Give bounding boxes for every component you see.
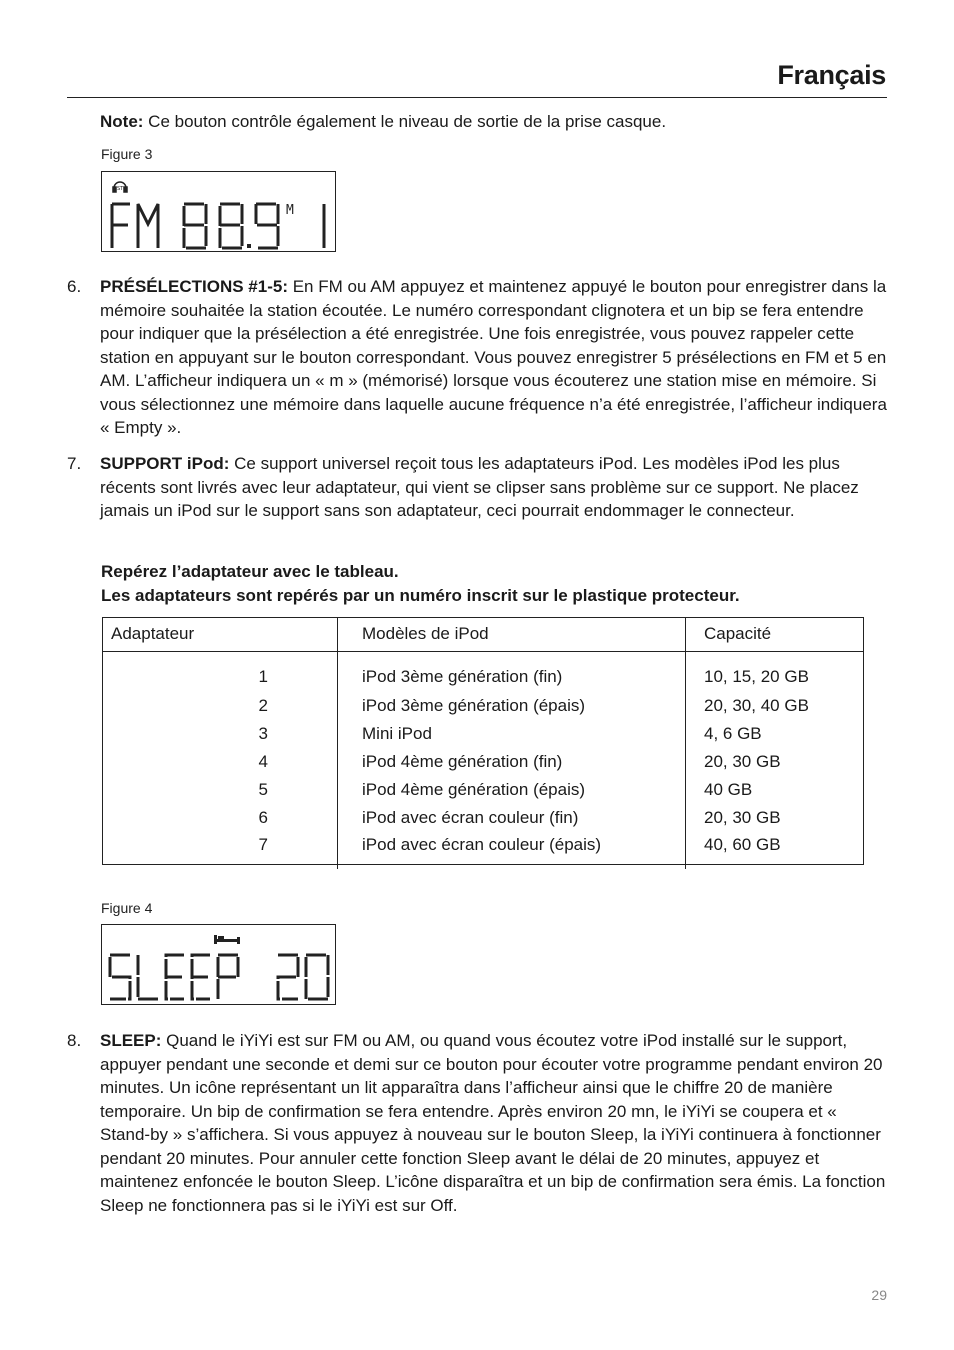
item-title: PRÉSÉLECTIONS #1-5: — [100, 277, 288, 296]
cell-model: iPod 3ème génération (épais) — [338, 692, 686, 720]
list-item-7 — [67, 452, 887, 523]
figure-3-lcd-art — [102, 172, 337, 253]
page-number: 29 — [871, 1287, 887, 1303]
table-header-row — [103, 617, 863, 652]
cell-capacity: 10, 15, 20 GB — [704, 667, 809, 686]
cell-adapter: 1 — [103, 652, 338, 693]
figure-4-lcd-display — [101, 924, 336, 1005]
adapter-table — [103, 617, 863, 869]
figure-3-lcd-display — [101, 171, 336, 252]
cell-model: iPod avec écran couleur (fin) — [338, 804, 686, 832]
table-caption-line-1: Repérez l’adaptateur avec le tableau. — [101, 562, 399, 581]
table-row — [103, 776, 863, 804]
cell-model: iPod 4ème génération (fin) — [338, 748, 686, 776]
cell-model: iPod 4ème génération (épais) — [338, 776, 686, 804]
header-capacite: Capacité — [686, 617, 864, 652]
item-number: 8. — [67, 1031, 82, 1050]
cell-adapter: 4 — [103, 748, 338, 776]
figure-4-label: Figure 4 — [101, 900, 153, 916]
figure-4-lcd-art — [102, 925, 337, 1006]
svg-text:ST: ST — [117, 186, 124, 192]
cell-capacity: 40 GB — [704, 780, 753, 799]
headphones-st-icon — [113, 182, 127, 192]
list-item-6 — [67, 275, 887, 440]
table-row — [103, 748, 863, 776]
table-caption-line-2: Les adaptateurs sont repérés par un numéro inscrit sur le plastique protecteur. — [101, 586, 740, 605]
bed-icon — [214, 935, 240, 944]
item-text: Ce support universel reçoit tous les adaptateurs iPod. Les modèles iPod les plus récents sont livrés avec leur adaptateur, qui vient se clipser sans problème sur ce support. Ne placez jamais un iPod sur le support sans son adaptateur, ceci pourrait endommager le connecteur. — [100, 454, 859, 520]
cell-model: Mini iPod — [338, 720, 686, 748]
item-title: SUPPORT iPod: — [100, 454, 230, 473]
figure-3-label: Figure 3 — [101, 146, 153, 162]
cell-capacity: 4, 6 GB — [704, 724, 762, 743]
cell-capacity: 20, 30 GB — [704, 808, 781, 827]
cell-adapter: 6 — [103, 804, 338, 832]
note-text: Ce bouton contrôle également le niveau de sortie de la prise casque. — [143, 112, 667, 131]
table-caption — [101, 560, 740, 608]
cell-adapter: 2 — [103, 692, 338, 720]
item-number: 7. — [67, 454, 82, 473]
page-title: Français — [777, 60, 886, 90]
table-row — [103, 652, 863, 693]
lcd-segments-fm — [112, 204, 278, 248]
cell-capacity: 40, 60 GB — [704, 835, 781, 854]
header-adaptateur: Adaptateur — [103, 617, 338, 652]
item-title: SLEEP: — [100, 1031, 162, 1050]
table-row — [103, 804, 863, 832]
note-label: Note: — [100, 112, 144, 131]
preset-m-indicator: M — [286, 203, 294, 218]
cell-model: iPod avec écran couleur (épais) — [338, 832, 686, 869]
cell-adapter: 7 — [103, 832, 338, 869]
item-number: 6. — [67, 277, 82, 296]
header-divider — [67, 97, 887, 98]
header-modeles: Modèles de iPod — [338, 617, 686, 652]
cell-adapter: 5 — [103, 776, 338, 804]
table-row — [103, 720, 863, 748]
table-row — [103, 692, 863, 720]
cell-capacity: 20, 30, 40 GB — [704, 696, 809, 715]
lcd-segments-sleep — [110, 955, 328, 999]
table-row — [103, 832, 863, 869]
item-text: En FM ou AM appuyez et maintenez appuyé le bouton pour enregistrer dans la mémoire souhaitée la station écoutée. Le numéro correspondant clignotera et un bip se fera entendre pour indiquer que la présélection a été enregistrée. Une fois enregistrée, vous pouvez rappeler cette station en appuyant sur le bouton correspondant. Vous pouvez enregistrer 5 présélections en FM et 5 en AM. L’afficheur indiquera un « m » (mémorisé) lorsque vous écouterez une station mise en mémoire. Si vous sélectionnez une mémoire dans laquelle aucune fréquence n’a été enregistrée, l’afficheur indiquera « Empty ». — [100, 277, 887, 437]
cell-model: iPod 3ème génération (fin) — [338, 652, 686, 693]
note-paragraph — [100, 110, 666, 133]
cell-adapter: 3 — [103, 720, 338, 748]
list-item-8 — [67, 1029, 887, 1217]
cell-capacity: 20, 30 GB — [704, 752, 781, 771]
item-text: Quand le iYiYi est sur FM ou AM, ou quand vous écoutez votre iPod installé sur le support, appuyer pendant une seconde et demi sur ce bouton pour écouter votre programme pendant environ 20 minutes. Un icône représentant un lit apparaîtra dans l’afficheur ainsi que le chiffre 20 de manière temporaire. Un bip de confirmation se fera entendre. Après environ 20 mn, le iYiYi se coupera et « Stand-by » s’affichera. Si vous appuyez à nouveau sur le bouton Sleep, la iYiYi continuera à fonctionner pendant 20 minutes. Pour annuler cette fonction Sleep avant le délai de 20 minutes, appuyez et maintenez enfoncée le bouton Sleep. L’icône disparaîtra et un bip de confirmation sera émis. La fonction Sleep ne fonctionnera pas si le iYiYi est sur Off. — [100, 1031, 886, 1215]
